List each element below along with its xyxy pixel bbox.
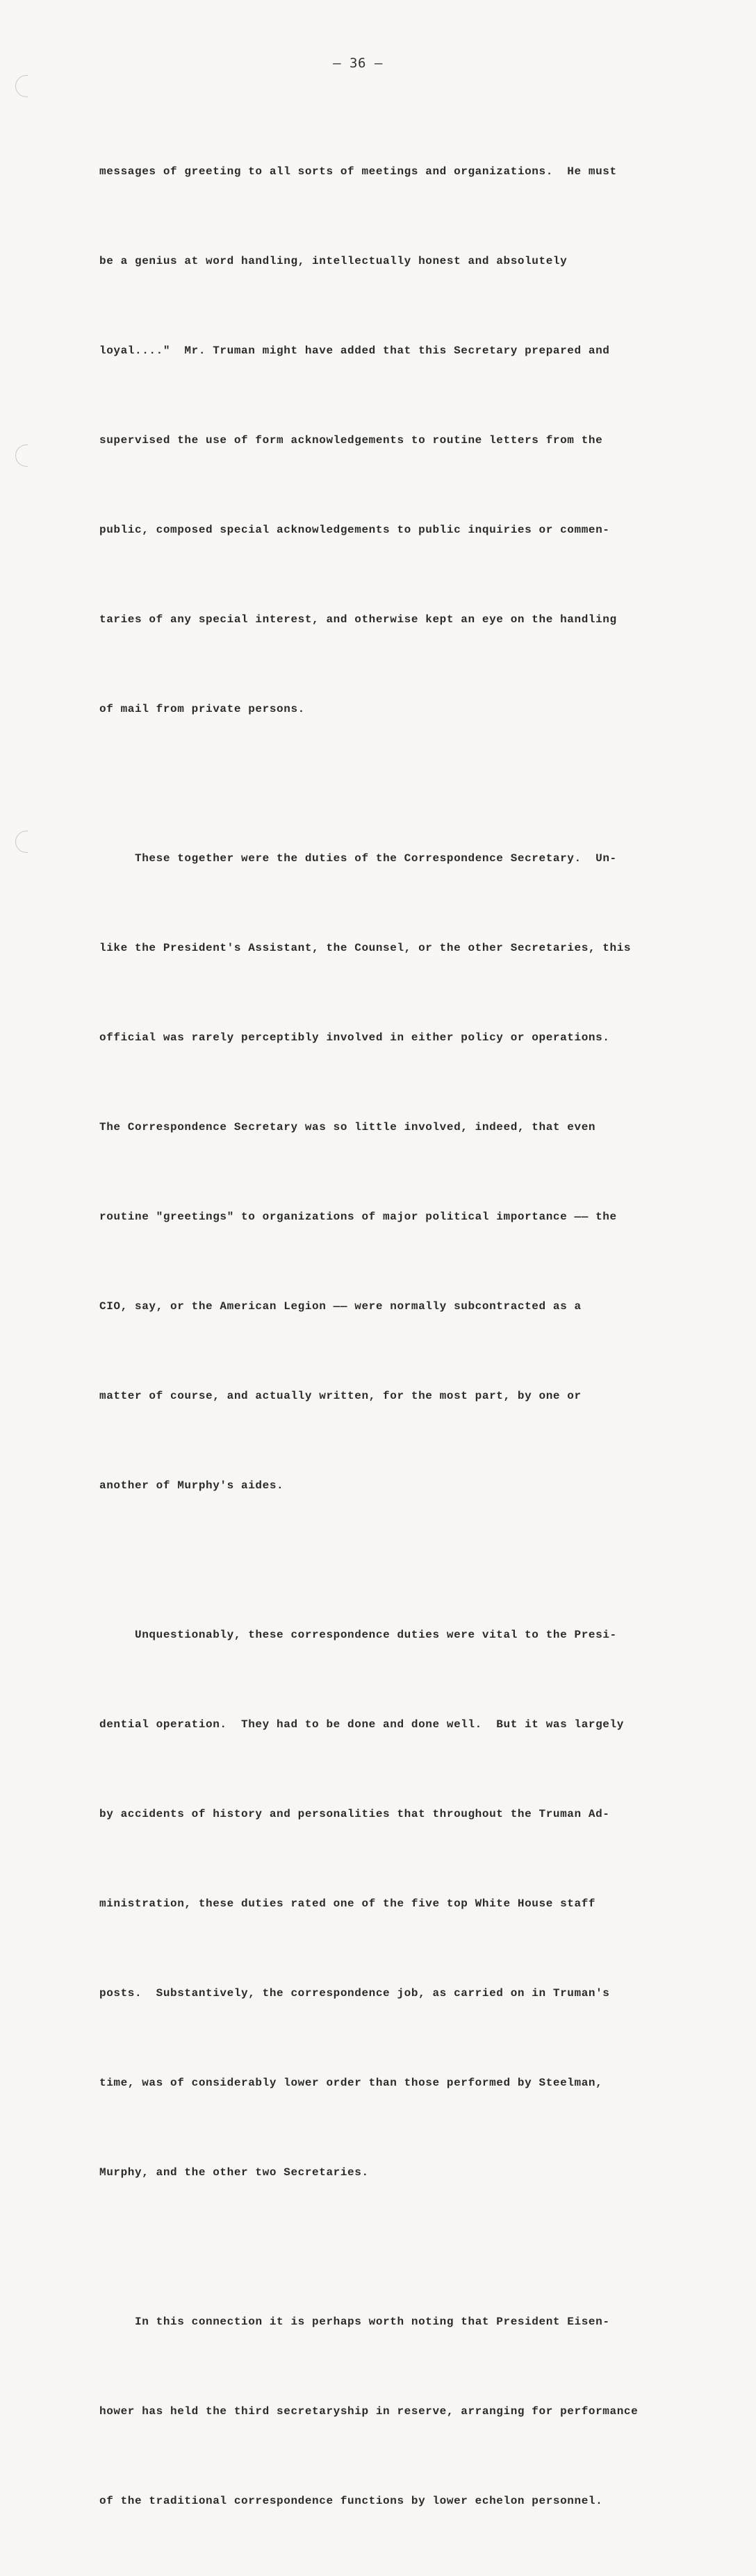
text-line: dential operation. They had to be done and done well. But it was largely xyxy=(99,1718,624,1731)
text-line: by accidents of history and personalities that throughout the Truman Ad- xyxy=(99,1808,610,1820)
text-line: Murphy, and the other two Secretaries. xyxy=(99,2166,369,2179)
text-line: routine "greetings" to organizations of major political importance —— the xyxy=(99,1211,617,1223)
text-line: In this connection it is perhaps worth noting that President Eisen- xyxy=(99,2316,610,2328)
body-text xyxy=(99,97,669,2576)
punch-hole-top xyxy=(15,75,28,97)
text-line: CIO, say, or the American Legion —— were normally subcontracted as a xyxy=(99,1300,582,1313)
text-line: like the President's Assistant, the Counsel, or the other Secretaries, this xyxy=(99,942,632,954)
paragraph-3 xyxy=(99,1561,669,2247)
text-line: messages of greeting to all sorts of meetings and organizations. He must xyxy=(99,165,617,178)
text-line: public, composed special acknowledgements to public inquiries or commen- xyxy=(99,524,610,536)
paragraph-2 xyxy=(99,784,669,1561)
text-line: loyal...." Mr. Truman might have added that this Secretary prepared and xyxy=(99,344,610,357)
text-line: supervised the use of form acknowledgements to routine letters from the xyxy=(99,434,603,447)
text-line: of mail from private persons. xyxy=(99,703,305,715)
text-line: be a genius at word handling, intellectually honest and absolutely xyxy=(99,255,568,267)
text-line: The Correspondence Secretary was so little involved, indeed, that even xyxy=(99,1121,596,1133)
text-line: official was rarely perceptibly involved in either policy or operations. xyxy=(99,1031,610,1044)
text-line: of the traditional correspondence functions by lower echelon personnel. xyxy=(99,2495,603,2507)
text-line: matter of course, and actually written, for the most part, by one or xyxy=(99,1390,582,1402)
punch-hole-middle xyxy=(15,444,28,467)
punch-hole-bottom xyxy=(15,831,28,853)
text-line: taries of any special interest, and otherwise kept an eye on the handling xyxy=(99,613,617,626)
text-line: Unquestionably, these correspondence duties were vital to the Presi- xyxy=(99,1629,617,1641)
text-line: posts. Substantively, the correspondence job, as carried on in Truman's xyxy=(99,1987,610,2000)
text-line: ministration, these duties rated one of the five top White House staff xyxy=(99,1897,596,1910)
text-line: another of Murphy's aides. xyxy=(99,1479,284,1492)
paragraph-1 xyxy=(99,97,669,784)
page-number: — 36 — xyxy=(333,56,383,71)
text-line: These together were the duties of the Correspondence Secretary. Un- xyxy=(99,852,617,865)
paragraph-4 xyxy=(99,2247,669,2576)
text-line: hower has held the third secretaryship in reserve, arranging for performance xyxy=(99,2405,639,2418)
text-line: time, was of considerably lower order than those performed by Steelman, xyxy=(99,2077,603,2089)
